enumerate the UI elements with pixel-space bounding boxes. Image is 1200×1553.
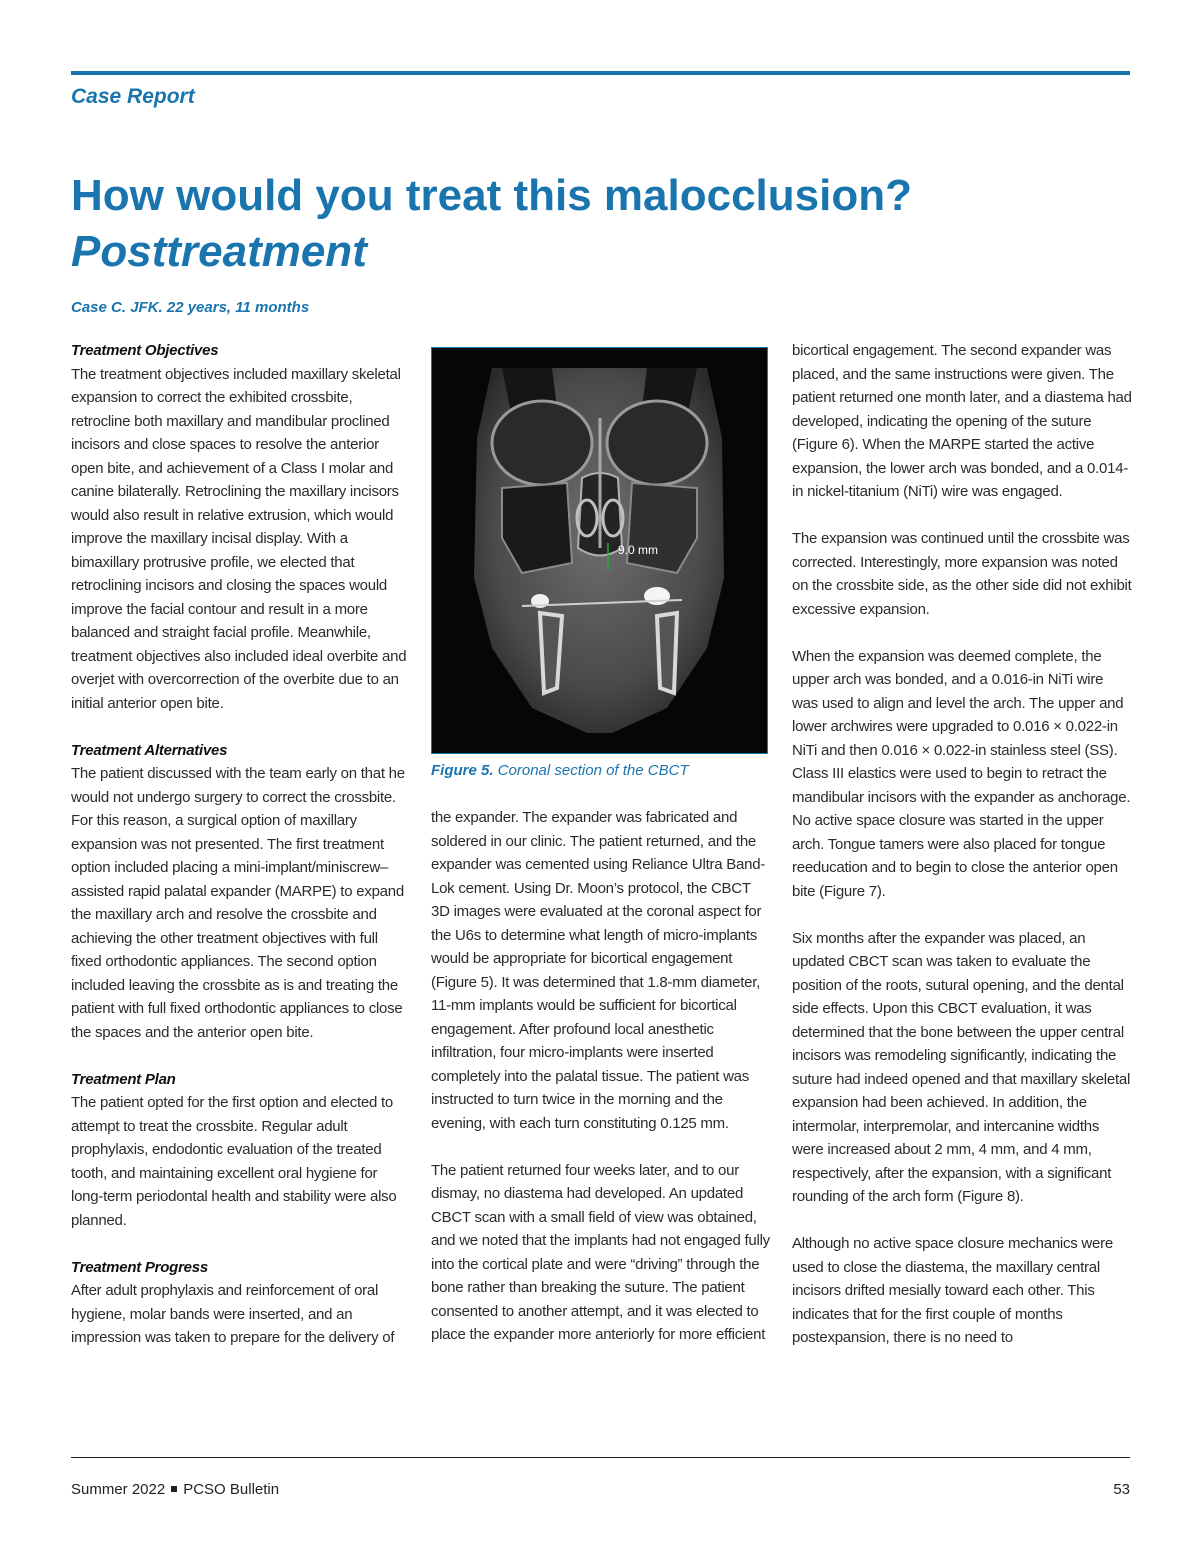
title-main: How would you treat this malocclusion? xyxy=(71,171,912,220)
right-orbit xyxy=(607,401,707,485)
column3-paragraph-1: bicortical engagement. The second expander was placed, and the same instructions were given. The patient returned one month later, and a diastema had developed, indicating the opening of the suture (Figure 6). When the MARPE started the active expansion, the lower arch was bonded, and a 0.014-in nickel-titanium (NiTi) wire was engaged. xyxy=(792,342,1132,500)
progress-text: After adult prophylaxis and reinforcement of oral hygiene, molar bands were inserted, and an impression was taken to prepare for the delivery of xyxy=(71,1282,395,1346)
alternatives-text: The patient discussed with the team early on that he would not undergo surgery to correct the crossbite. For this reason, a surgical option of maxillary expansion was not presented. The first treatment option included placing a mini-implant/miniscrew–assisted rapid palatal expander (MARPE) to expand the maxillary arch and resolve the crossbite and achieving the other treatment objectives with full fixed orthodontic appliances. The second option included leaving the crossbite as is and treating the patient with full fixed orthodontic appliances to close the spaces and the anterior open bite. xyxy=(71,765,405,1041)
title-sub: Posttreatment xyxy=(71,227,367,276)
progress-heading: Treatment Progress xyxy=(71,1258,208,1276)
case-line: Case C. JFK. 22 years, 11 months xyxy=(71,299,310,316)
column3-paragraph-5: Although no active space closure mechanics were used to close the diastema, the maxillary central incisors drifted mesially toward each other. This indicates that for the first couple of months postexpansion, there is no need to xyxy=(792,1235,1113,1346)
footer-separator xyxy=(171,1486,177,1492)
column-1 xyxy=(71,339,411,1350)
left-mandible xyxy=(540,613,562,693)
footer-publication-name: PCSO Bulletin xyxy=(183,1481,280,1498)
right-molar-band xyxy=(644,587,670,605)
column-2 xyxy=(431,806,771,1347)
plan-text: The patient opted for the first option and elected to attempt to treat the crossbite. Regular adult prophylaxis, endodontic evaluation of the treated tooth, and maintaining excellent oral hygiene for long-term periodontal health and stability were also planned. xyxy=(71,1094,397,1229)
column2-paragraph-2: The patient returned four weeks later, and to our dismay, no diastema had developed. An updated CBCT scan with a small field of view was obtained, and we noted that the implants had not engaged fully into the cortical plate and were “driving” through the bone rather than breaking the suture. The patient consented to another attempt, and it was elected to place the expander more anteriorly for more efficient xyxy=(431,1161,770,1343)
figure-caption-label: Figure 5. xyxy=(431,762,494,779)
column3-paragraph-3: When the expansion was deemed complete, the upper arch was bonded, and a 0.016-in NiTi wire was used to align and level the arch. The upper and lower archwires were upgraded to 0.016 × 0.022-in NiTi and then 0.016 × 0.022-in stainless steel (SS). Class III elastics were used to begin to retract the mandibular incisors with the expander as anchorage. No active space closure was started in the upper arch. Tongue tamers were also placed for tongue reeducation and to begin to close the anterior open bite (Figure 7). xyxy=(792,647,1131,900)
plan-heading: Treatment Plan xyxy=(71,1070,176,1088)
left-orbit xyxy=(492,401,592,485)
section-label: Case Report xyxy=(71,85,195,108)
bottom-rule xyxy=(71,1457,1130,1458)
footer-issue: Summer 2022 xyxy=(71,1481,166,1498)
figure-caption-text: Coronal section of the CBCT xyxy=(497,762,689,779)
objectives-heading: Treatment Objectives xyxy=(71,342,219,359)
figure-caption xyxy=(431,762,689,779)
column-3 xyxy=(792,339,1132,1350)
cbct-figure xyxy=(431,347,768,754)
objectives-text: The treatment objectives included maxillary skeletal expansion to correct the exhibited crossbite, retrocline both maxillary and mandibular proclined incisors and close spaces to resolve the anterior open bite, and achievement of a Class I molar and canine bilaterally. Retroclining the maxillary incisors would also result in relative extrusion, which would improve the maxillary incisal display. With a bimaxillary protrusive profile, we elected that retroclining incisors and closing the spaces would improve the facial contour and result in a more balanced and straight facial profile. Meanwhile, treatment objectives also included ideal overbite and overjet with overcorrection of the overbite due to an initial anterior open bite. xyxy=(71,365,407,712)
footer-publication xyxy=(71,1481,279,1498)
article-title xyxy=(71,168,1131,280)
measurement-label: 9.0 mm xyxy=(618,543,659,557)
page-number: 53 xyxy=(1113,1481,1130,1498)
top-rule xyxy=(71,71,1130,75)
right-mandible xyxy=(657,613,677,693)
alternatives-heading: Treatment Alternatives xyxy=(71,741,228,759)
column3-paragraph-2: The expansion was continued until the crossbite was corrected. Interestingly, more expansion was noted on the crossbite side, as the other side did not exhibit excessive expansion. xyxy=(792,530,1132,618)
column3-paragraph-4: Six months after the expander was placed, an updated CBCT scan was taken to evaluate the position of the roots, sutural opening, and the dental side effects. Upon this CBCT evaluation, it was determined that the bone between the upper central incisors was remodeling significantly, indicating the suture had indeed opened and that maxillary skeletal expansion had been achieved. In addition, the intermolar, interpremolar, and intercanine widths were increased about 2 mm, 4 mm, and 4 mm, respectively, after the expansion, with a significant rounding of the arch form (Figure 8). xyxy=(792,929,1131,1205)
column2-paragraph-1: the expander. The expander was fabricated and soldered in our clinic. The patient returned, and the expander was cemented using Reliance Ultra Band-Lok cement. Using Dr. Moon’s protocol, the CBCT 3D images were evaluated at the coronal aspect for the U6s to determine what length of micro-implants would be appropriate for bicortical engagement (Figure 5). It was determined that 1.8-mm diameter, 11-mm implants would be sufficient for bicortical engagement. After profound local anesthetic infiltration, four micro-implants were inserted completely into the palatal tissue. The patient was instructed to turn twice in the morning and the evening, with each turn constituting 0.125 mm. xyxy=(431,809,766,1132)
cbct-image xyxy=(432,348,767,753)
